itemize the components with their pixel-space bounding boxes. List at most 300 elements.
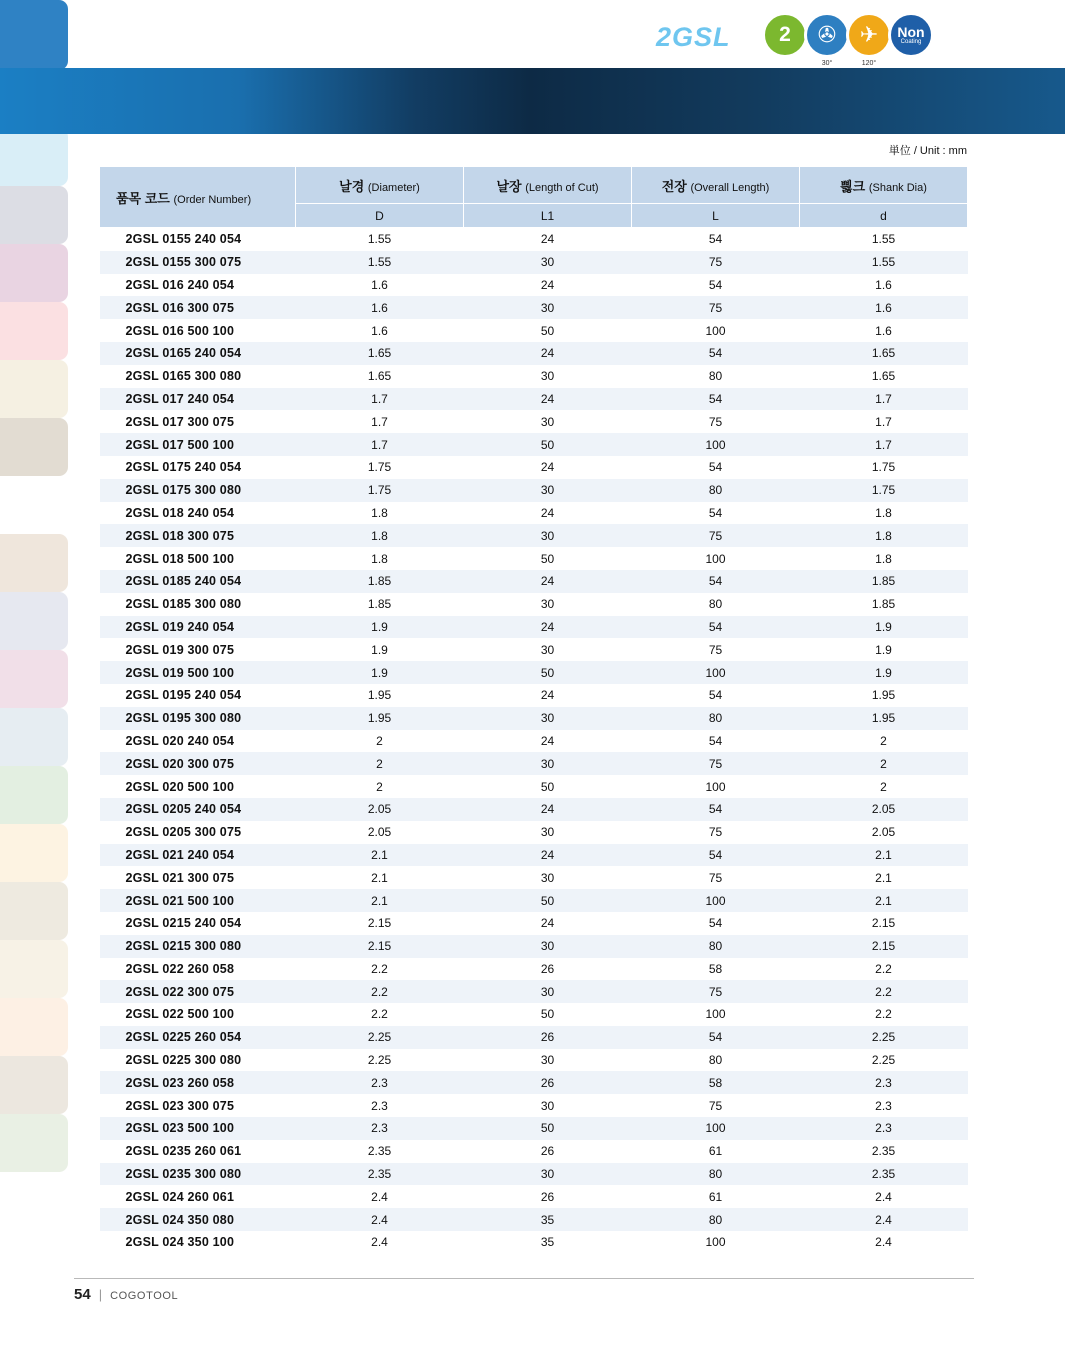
- table-row: [100, 1071, 968, 1094]
- cell-order-number: 2GSL 018 500 100: [100, 547, 296, 570]
- cell-shank-dia: 2.05: [800, 798, 968, 821]
- cell-shank-dia: 1.8: [800, 524, 968, 547]
- non-coating-secondary: Coating: [900, 39, 922, 46]
- table-row: [100, 707, 968, 730]
- cell-shank-dia: 2.15: [800, 935, 968, 958]
- cell-length-of-cut: 30: [464, 707, 632, 730]
- cell-diameter: 2.25: [296, 1026, 464, 1049]
- point-angle-30-badge: [804, 12, 850, 58]
- cell-length-of-cut: 24: [464, 798, 632, 821]
- cell-shank-dia: 2.25: [800, 1049, 968, 1072]
- table-row: [100, 1003, 968, 1026]
- cell-shank-dia: 1.9: [800, 661, 968, 684]
- cell-diameter: 1.85: [296, 593, 464, 616]
- cell-shank-dia: 1.65: [800, 342, 968, 365]
- cell-shank-dia: 1.6: [800, 296, 968, 319]
- cell-diameter: 2.4: [296, 1185, 464, 1208]
- cell-overall-length: 80: [632, 479, 800, 502]
- cell-length-of-cut: 50: [464, 775, 632, 798]
- cell-diameter: 1.9: [296, 661, 464, 684]
- cell-diameter: 1.85: [296, 570, 464, 593]
- col-header-diameter: [296, 167, 464, 204]
- cell-overall-length: 54: [632, 616, 800, 639]
- table-row: [100, 524, 968, 547]
- cell-overall-length: 80: [632, 365, 800, 388]
- spec-table-head: [100, 167, 968, 228]
- header-dark-band: [530, 68, 1065, 134]
- table-row: [100, 296, 968, 319]
- side-tab-4: [0, 244, 68, 302]
- cell-diameter: 2.4: [296, 1208, 464, 1231]
- cell-overall-length: 75: [632, 980, 800, 1003]
- footer-separator: |: [98, 1287, 103, 1302]
- cell-shank-dia: 1.7: [800, 433, 968, 456]
- cell-length-of-cut: 24: [464, 456, 632, 479]
- cell-order-number: 2GSL 017 500 100: [100, 433, 296, 456]
- cell-overall-length: 75: [632, 821, 800, 844]
- cell-order-number: 2GSL 024 260 061: [100, 1185, 296, 1208]
- cell-order-number: 2GSL 023 260 058: [100, 1071, 296, 1094]
- cell-diameter: 2.3: [296, 1094, 464, 1117]
- cell-length-of-cut: 24: [464, 342, 632, 365]
- table-row: [100, 570, 968, 593]
- cell-length-of-cut: 50: [464, 889, 632, 912]
- cell-length-of-cut: 24: [464, 912, 632, 935]
- cell-order-number: 2GSL 022 260 058: [100, 958, 296, 981]
- cell-order-number: 2GSL 019 300 075: [100, 638, 296, 661]
- side-tab-2: [0, 128, 68, 186]
- cell-shank-dia: 1.55: [800, 251, 968, 274]
- cell-shank-dia: 1.7: [800, 388, 968, 411]
- cell-overall-length: 100: [632, 433, 800, 456]
- cell-order-number: 2GSL 0165 240 054: [100, 342, 296, 365]
- spec-table-wrap: [99, 166, 967, 1254]
- table-row: [100, 274, 968, 297]
- table-row: [100, 798, 968, 821]
- cell-overall-length: 100: [632, 1003, 800, 1026]
- cell-diameter: 1.7: [296, 410, 464, 433]
- cell-length-of-cut: 24: [464, 228, 632, 251]
- cell-length-of-cut: 50: [464, 1003, 632, 1026]
- drill-tip-icon: ✇: [817, 22, 837, 47]
- flutes-badge-value: 2: [779, 23, 791, 46]
- cell-shank-dia: 1.6: [800, 319, 968, 342]
- cell-diameter: 1.75: [296, 456, 464, 479]
- point-angle-30-label: 30°: [821, 60, 833, 67]
- cell-length-of-cut: 24: [464, 388, 632, 411]
- cell-order-number: 2GSL 0195 240 054: [100, 684, 296, 707]
- cell-shank-dia: 2.1: [800, 889, 968, 912]
- cell-overall-length: 100: [632, 547, 800, 570]
- cell-length-of-cut: 24: [464, 274, 632, 297]
- table-row: [100, 1094, 968, 1117]
- cell-diameter: 1.8: [296, 502, 464, 525]
- cell-overall-length: 75: [632, 1094, 800, 1117]
- cell-order-number: 2GSL 0235 300 080: [100, 1163, 296, 1186]
- table-row: [100, 342, 968, 365]
- cell-length-of-cut: 30: [464, 1049, 632, 1072]
- cell-shank-dia: 2.35: [800, 1140, 968, 1163]
- cell-diameter: 1.65: [296, 342, 464, 365]
- cell-diameter: 1.65: [296, 365, 464, 388]
- spec-table: [99, 166, 968, 1254]
- unit-note: 単位 / Unit : mm: [888, 145, 967, 157]
- table-row: [100, 821, 968, 844]
- table-row: [100, 456, 968, 479]
- cell-diameter: 2.15: [296, 935, 464, 958]
- cell-overall-length: 75: [632, 752, 800, 775]
- cell-overall-length: 80: [632, 1049, 800, 1072]
- cell-order-number: 2GSL 0205 240 054: [100, 798, 296, 821]
- cell-diameter: 2.1: [296, 889, 464, 912]
- cell-order-number: 2GSL 023 500 100: [100, 1117, 296, 1140]
- cell-shank-dia: 2.1: [800, 866, 968, 889]
- table-row: [100, 1185, 968, 1208]
- side-tab-7: [0, 418, 68, 476]
- cell-overall-length: 61: [632, 1185, 800, 1208]
- cell-shank-dia: 2.4: [800, 1208, 968, 1231]
- cell-shank-dia: 1.95: [800, 684, 968, 707]
- cell-order-number: 2GSL 018 240 054: [100, 502, 296, 525]
- cell-length-of-cut: 50: [464, 319, 632, 342]
- table-row: [100, 958, 968, 981]
- cell-shank-dia: 2.15: [800, 912, 968, 935]
- cell-shank-dia: 2.4: [800, 1231, 968, 1254]
- cell-shank-dia: 2.3: [800, 1117, 968, 1140]
- cell-shank-dia: 2.2: [800, 958, 968, 981]
- cell-diameter: 1.6: [296, 274, 464, 297]
- cell-shank-dia: 1.95: [800, 707, 968, 730]
- cell-diameter: 1.7: [296, 433, 464, 456]
- table-row: [100, 638, 968, 661]
- cell-shank-dia: 2.25: [800, 1026, 968, 1049]
- cell-order-number: 2GSL 020 240 054: [100, 730, 296, 753]
- side-tab-8: [0, 476, 68, 534]
- cell-order-number: 2GSL 0155 300 075: [100, 251, 296, 274]
- table-row: [100, 479, 968, 502]
- cell-overall-length: 80: [632, 1163, 800, 1186]
- cell-order-number: 2GSL 0185 240 054: [100, 570, 296, 593]
- table-row: [100, 844, 968, 867]
- cell-order-number: 2GSL 020 300 075: [100, 752, 296, 775]
- spec-table-body: [100, 228, 968, 1254]
- cell-length-of-cut: 30: [464, 593, 632, 616]
- side-tab-13: [0, 766, 68, 824]
- cell-diameter: 2.2: [296, 958, 464, 981]
- table-row: [100, 866, 968, 889]
- table-row: [100, 410, 968, 433]
- cell-overall-length: 100: [632, 319, 800, 342]
- cell-overall-length: 54: [632, 684, 800, 707]
- cell-order-number: 2GSL 024 350 080: [100, 1208, 296, 1231]
- table-row: [100, 1140, 968, 1163]
- series-code: 2GSL: [656, 22, 731, 52]
- cell-diameter: 2.35: [296, 1163, 464, 1186]
- table-row: [100, 365, 968, 388]
- point-angle-120-badge: [846, 12, 892, 58]
- col-symbol-shank-dia: d: [800, 204, 968, 228]
- cell-shank-dia: 1.9: [800, 616, 968, 639]
- cell-order-number: 2GSL 021 300 075: [100, 866, 296, 889]
- cell-length-of-cut: 26: [464, 1140, 632, 1163]
- cell-length-of-cut: 30: [464, 1094, 632, 1117]
- col-header-overall-length: [632, 167, 800, 204]
- side-tab-3: [0, 186, 68, 244]
- table-row: [100, 1117, 968, 1140]
- cell-overall-length: 54: [632, 798, 800, 821]
- cell-length-of-cut: 24: [464, 844, 632, 867]
- cell-length-of-cut: 24: [464, 684, 632, 707]
- cell-diameter: 2.3: [296, 1117, 464, 1140]
- non-coating-primary: Non: [897, 23, 925, 40]
- cell-length-of-cut: 26: [464, 958, 632, 981]
- side-tab-10: [0, 592, 68, 650]
- cell-shank-dia: 1.55: [800, 228, 968, 251]
- cell-order-number: 2GSL 016 240 054: [100, 274, 296, 297]
- cell-order-number: 2GSL 0225 260 054: [100, 1026, 296, 1049]
- col-header-order-number-kr: 품목 코드: [116, 190, 170, 206]
- cell-overall-length: 54: [632, 274, 800, 297]
- table-row: [100, 912, 968, 935]
- cell-shank-dia: 2.3: [800, 1071, 968, 1094]
- cell-diameter: 1.7: [296, 388, 464, 411]
- page-header: [0, 68, 1065, 134]
- table-row: [100, 433, 968, 456]
- cell-shank-dia: 1.7: [800, 410, 968, 433]
- cell-overall-length: 75: [632, 296, 800, 319]
- cell-length-of-cut: 30: [464, 365, 632, 388]
- cell-order-number: 2GSL 0205 300 075: [100, 821, 296, 844]
- side-tab-14: [0, 824, 68, 882]
- page-number: 54: [74, 1286, 91, 1303]
- table-row: [100, 889, 968, 912]
- side-tab-5: [0, 302, 68, 360]
- cell-length-of-cut: 50: [464, 547, 632, 570]
- cell-overall-length: 75: [632, 524, 800, 547]
- side-tab-12: [0, 708, 68, 766]
- table-row: [100, 251, 968, 274]
- cell-order-number: 2GSL 021 240 054: [100, 844, 296, 867]
- cell-shank-dia: 1.6: [800, 274, 968, 297]
- side-tab-18: [0, 1056, 68, 1114]
- cell-shank-dia: 2.2: [800, 980, 968, 1003]
- col-symbol-length-of-cut: L1: [464, 204, 632, 228]
- footer-brand: COGOTOOL: [110, 1290, 179, 1302]
- cell-shank-dia: 1.85: [800, 570, 968, 593]
- cell-overall-length: 100: [632, 661, 800, 684]
- col-header-order-number: [100, 167, 296, 228]
- cell-overall-length: 58: [632, 1071, 800, 1094]
- flutes-badge: [762, 12, 808, 58]
- col-header-order-number-en: (Order Number): [173, 193, 252, 206]
- cell-order-number: 2GSL 0185 300 080: [100, 593, 296, 616]
- cell-shank-dia: 1.75: [800, 479, 968, 502]
- cell-order-number: 2GSL 0175 240 054: [100, 456, 296, 479]
- cell-overall-length: 54: [632, 342, 800, 365]
- cell-diameter: 2.1: [296, 844, 464, 867]
- cell-length-of-cut: 35: [464, 1208, 632, 1231]
- cell-shank-dia: 2: [800, 752, 968, 775]
- cell-length-of-cut: 26: [464, 1185, 632, 1208]
- header-blue-band: [0, 68, 530, 134]
- cell-overall-length: 100: [632, 889, 800, 912]
- cell-order-number: 2GSL 017 300 075: [100, 410, 296, 433]
- cell-diameter: 2.25: [296, 1049, 464, 1072]
- table-row: [100, 388, 968, 411]
- cell-length-of-cut: 24: [464, 730, 632, 753]
- cell-diameter: 1.95: [296, 684, 464, 707]
- table-row: [100, 547, 968, 570]
- cell-overall-length: 80: [632, 1208, 800, 1231]
- cell-order-number: 2GSL 018 300 075: [100, 524, 296, 547]
- cell-length-of-cut: 24: [464, 502, 632, 525]
- table-row: [100, 593, 968, 616]
- cell-overall-length: 54: [632, 730, 800, 753]
- col-header-overall-length-kr: 전장: [661, 178, 687, 194]
- cell-shank-dia: 2.2: [800, 1003, 968, 1026]
- cell-diameter: 2: [296, 775, 464, 798]
- cell-length-of-cut: 50: [464, 661, 632, 684]
- cell-shank-dia: 1.8: [800, 502, 968, 525]
- side-color-strip: [0, 0, 68, 1348]
- cell-overall-length: 75: [632, 410, 800, 433]
- cell-order-number: 2GSL 022 500 100: [100, 1003, 296, 1026]
- table-row: [100, 775, 968, 798]
- cell-length-of-cut: 50: [464, 433, 632, 456]
- cell-length-of-cut: 30: [464, 821, 632, 844]
- table-row: [100, 502, 968, 525]
- cell-diameter: 1.55: [296, 228, 464, 251]
- table-row: [100, 752, 968, 775]
- cell-length-of-cut: 35: [464, 1231, 632, 1254]
- col-header-length-of-cut: [464, 167, 632, 204]
- cell-overall-length: 54: [632, 456, 800, 479]
- cell-length-of-cut: 50: [464, 1117, 632, 1140]
- cell-shank-dia: 1.8: [800, 547, 968, 570]
- cell-length-of-cut: 30: [464, 935, 632, 958]
- cell-shank-dia: 2.4: [800, 1185, 968, 1208]
- cell-order-number: 2GSL 0165 300 080: [100, 365, 296, 388]
- cell-overall-length: 54: [632, 228, 800, 251]
- cell-diameter: 1.9: [296, 638, 464, 661]
- cell-order-number: 2GSL 0215 240 054: [100, 912, 296, 935]
- table-row: [100, 980, 968, 1003]
- col-symbol-overall-length: L: [632, 204, 800, 228]
- cell-overall-length: 54: [632, 912, 800, 935]
- cell-overall-length: 54: [632, 1026, 800, 1049]
- cell-shank-dia: 1.9: [800, 638, 968, 661]
- cell-order-number: 2GSL 0195 300 080: [100, 707, 296, 730]
- drill-tip-alt-icon: ✈: [859, 22, 879, 47]
- cell-overall-length: 54: [632, 502, 800, 525]
- cell-order-number: 2GSL 024 350 100: [100, 1231, 296, 1254]
- cell-shank-dia: 2.1: [800, 844, 968, 867]
- cell-order-number: 2GSL 016 500 100: [100, 319, 296, 342]
- cell-length-of-cut: 30: [464, 479, 632, 502]
- non-coating-badge: [888, 12, 934, 58]
- cell-order-number: 2GSL 016 300 075: [100, 296, 296, 319]
- cell-order-number: 2GSL 0155 240 054: [100, 228, 296, 251]
- cell-length-of-cut: 30: [464, 1163, 632, 1186]
- cell-shank-dia: 2.3: [800, 1094, 968, 1117]
- cell-shank-dia: 1.65: [800, 365, 968, 388]
- cell-length-of-cut: 30: [464, 524, 632, 547]
- col-header-diameter-kr: 날경: [339, 178, 365, 194]
- cell-order-number: 2GSL 022 300 075: [100, 980, 296, 1003]
- table-row: [100, 228, 968, 251]
- cell-overall-length: 100: [632, 1231, 800, 1254]
- cell-diameter: 2.3: [296, 1071, 464, 1094]
- col-header-shank-dia-en: (Shank Dia): [868, 181, 927, 194]
- cell-diameter: 2.35: [296, 1140, 464, 1163]
- cell-overall-length: 100: [632, 1117, 800, 1140]
- cell-length-of-cut: 30: [464, 296, 632, 319]
- cell-diameter: 2.05: [296, 821, 464, 844]
- cell-diameter: 2.05: [296, 798, 464, 821]
- cell-length-of-cut: 24: [464, 570, 632, 593]
- side-tab-0: [0, 0, 68, 70]
- cell-diameter: 2.4: [296, 1231, 464, 1254]
- feature-badges: [762, 12, 962, 72]
- table-row: [100, 1231, 968, 1254]
- table-row: [100, 661, 968, 684]
- cell-length-of-cut: 30: [464, 638, 632, 661]
- brand-logo: [88, 8, 260, 60]
- cell-diameter: 1.55: [296, 251, 464, 274]
- side-tab-19: [0, 1114, 68, 1172]
- col-header-length-of-cut-en: (Length of Cut): [525, 181, 599, 194]
- cell-order-number: 2GSL 0225 300 080: [100, 1049, 296, 1072]
- side-tab-11: [0, 650, 68, 708]
- page-footer: [74, 1278, 974, 1303]
- side-tab-9: [0, 534, 68, 592]
- cell-diameter: 1.6: [296, 319, 464, 342]
- cell-length-of-cut: 26: [464, 1071, 632, 1094]
- col-header-shank-dia-kr: 삃크: [840, 178, 866, 194]
- cell-diameter: 1.9: [296, 616, 464, 639]
- table-row: [100, 1208, 968, 1231]
- cell-overall-length: 75: [632, 638, 800, 661]
- cell-order-number: 2GSL 0175 300 080: [100, 479, 296, 502]
- cell-diameter: 2.1: [296, 866, 464, 889]
- cell-overall-length: 54: [632, 844, 800, 867]
- table-row: [100, 1026, 968, 1049]
- cell-shank-dia: 1.85: [800, 593, 968, 616]
- col-symbol-diameter: D: [296, 204, 464, 228]
- cell-diameter: 1.95: [296, 707, 464, 730]
- table-row: [100, 1163, 968, 1186]
- cell-overall-length: 54: [632, 570, 800, 593]
- point-angle-120-label: 120°: [861, 60, 877, 67]
- cell-overall-length: 58: [632, 958, 800, 981]
- cell-diameter: 1.6: [296, 296, 464, 319]
- cell-order-number: 2GSL 0235 260 061: [100, 1140, 296, 1163]
- cell-overall-length: 54: [632, 388, 800, 411]
- cell-shank-dia: 2: [800, 775, 968, 798]
- cell-order-number: 2GSL 019 240 054: [100, 616, 296, 639]
- table-row: [100, 1049, 968, 1072]
- cell-overall-length: 61: [632, 1140, 800, 1163]
- cell-shank-dia: 2.05: [800, 821, 968, 844]
- cell-order-number: 2GSL 019 500 100: [100, 661, 296, 684]
- table-row: [100, 935, 968, 958]
- cell-overall-length: 100: [632, 775, 800, 798]
- cell-length-of-cut: 30: [464, 251, 632, 274]
- cell-order-number: 2GSL 021 500 100: [100, 889, 296, 912]
- cell-shank-dia: 2: [800, 730, 968, 753]
- cell-diameter: 2: [296, 752, 464, 775]
- cell-overall-length: 80: [632, 593, 800, 616]
